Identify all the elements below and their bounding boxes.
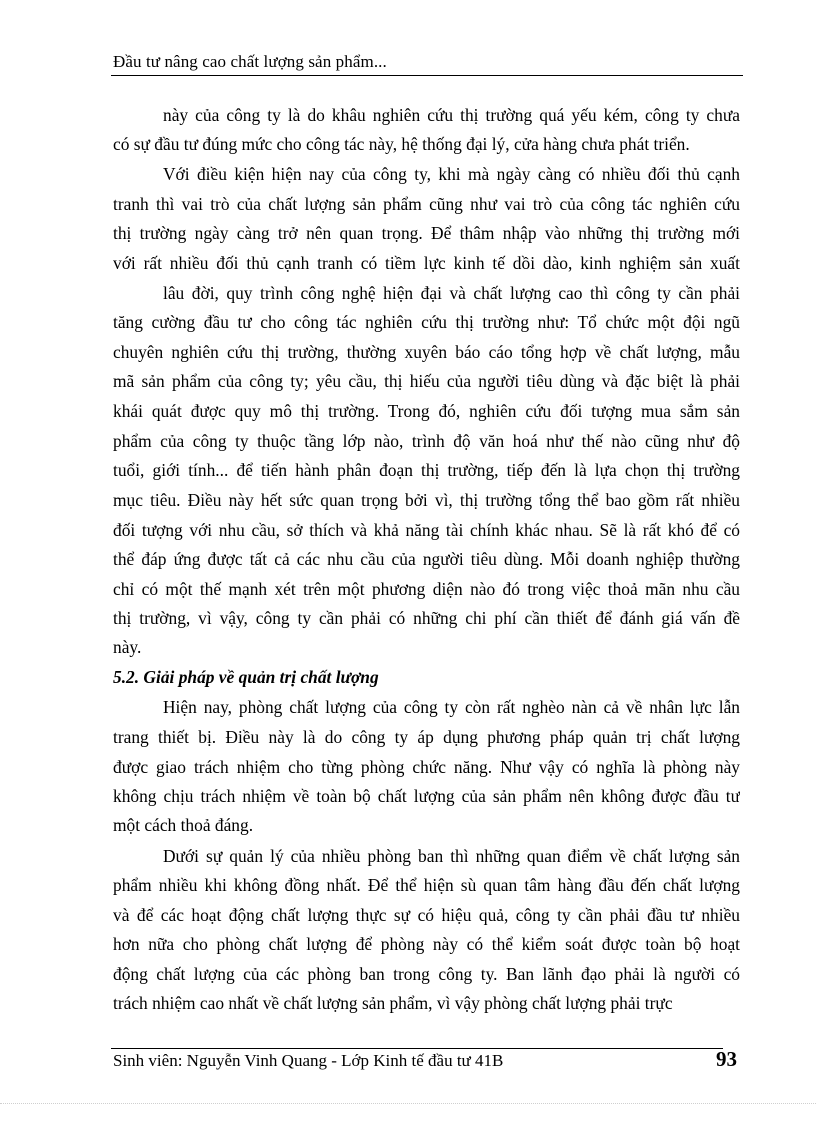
text-line: Dưới sự quản lý của nhiều phòng ban thì những quan điểm về chất lượng sản: [163, 846, 740, 866]
text-line: Với điều kiện hiện nay của công ty, khi mà ngày càng có nhiều đối thủ cạnh: [163, 164, 740, 184]
text-line: chỉ có một thế mạnh xét trên một phương diện nào đó trong việc thoả mãn nhu cầu: [113, 579, 740, 599]
text-line: phẩm nhiều khi không đồng nhất. Để thể hiện sù quan tâm hàng đầu đến chất lượng: [113, 875, 740, 895]
header-rule: [111, 75, 743, 76]
text-line: một cách thoả đáng.: [113, 815, 254, 835]
text-line: có sự đầu tư đúng mức cho công tác này, hệ thống đại lý, cửa hàng chưa phát triển.: [113, 134, 690, 154]
page-header-title: Đầu tư nâng cao chất lượng sản phẩm...: [113, 52, 387, 71]
text-line: trách nhiệm cao nhất về chất lượng sản phẩm, vì vậy phòng chất lượng phải trực: [113, 993, 673, 1013]
text-line: động chất lượng của các phòng ban trong công ty. Ban lãnh đạo phải là người có: [113, 964, 740, 984]
section-heading: 5.2. Giải pháp về quản trị chất lượng: [113, 667, 379, 687]
text-line: hơn nữa cho phòng chất lượng để phòng này có thể kiểm soát được toàn bộ hoạt: [113, 934, 740, 954]
text-line: và để các hoạt động chất lượng thực sự có hiệu quả, công ty cần phải đầu tư nhiều: [113, 905, 740, 925]
text-line: tuổi, giới tính... để tiến hành phân đoạn thị trường, tiếp đến là lựa chọn thị trường: [113, 460, 740, 480]
text-line: mã sản phẩm của công ty; yêu cầu, thị hiếu của người tiêu dùng và đặc biệt là phải: [113, 371, 740, 391]
text-line: đối tượng với nhu cầu, sở thích và khả năng tài chính khác nhau. Sẽ là rất khó để có: [113, 520, 740, 540]
text-line: này.: [113, 637, 142, 657]
text-line: chuyên nghiên cứu thị trường, thường xuyên báo cáo tổng hợp về chất lượng, mẫu: [113, 342, 740, 362]
text-line: thị trường ngày càng trở nên quan trọng. Để thâm nhập vào những thị trường mới: [113, 223, 740, 243]
text-line: tranh thì vai trò của chất lượng sản phẩm cũng như vai trò của công tác nghiên cứu: [113, 194, 740, 214]
text-line: Hiện nay, phòng chất lượng của công ty còn rất nghèo nàn cả về nhân lực lẫn: [163, 697, 740, 717]
text-line: trang thiết bị. Điều này là do công ty áp dụng phương pháp quản trị chất lượng: [113, 727, 740, 747]
page-number: 93: [716, 1047, 737, 1071]
text-line: mục tiêu. Điều này hết sức quan trọng bởi vì, thị trường tổng thể bao gồm rất nhiều: [113, 490, 740, 510]
text-line: khái quát được quy mô thị trường. Trong đó, nghiên cứu đối tượng mua sắm sản: [113, 401, 740, 421]
text-line: với rất nhiều đối thủ cạnh tranh có tiềm lực kinh tế dồi dào, kinh nghiệm sản xuất: [113, 253, 740, 273]
text-line: thể đáp ứng được tất cả các nhu cầu của người tiêu dùng. Mỗi doanh nghiệp thường: [113, 549, 740, 569]
text-line: không chịu trách nhiệm về toàn bộ chất lượng của sản phẩm nên không được đầu tư: [113, 786, 740, 806]
footer-text: Sinh viên: Nguyễn Vinh Quang - Lớp Kinh tế đầu tư 41B: [113, 1051, 504, 1070]
text-line: được giao trách nhiệm cho từng phòng chức năng. Như vậy có nghĩa là phòng này: [113, 757, 740, 777]
footer-rule: [111, 1048, 723, 1049]
text-line: thị trường, vì vậy, công ty cần phải có những chi phí cần thiết để đánh giá vấn đề: [113, 608, 740, 628]
text-line: lâu đời, quy trình công nghệ hiện đại và chất lượng cao thì công ty cần phải: [163, 283, 740, 303]
text-line: phẩm của công ty thuộc tầng lớp nào, trình độ văn hoá như thế nào cũng như độ: [113, 431, 740, 451]
text-line: tăng cường đầu tư cho công tác nghiên cứu thị trường như: Tổ chức một đội ngũ: [113, 312, 740, 332]
page-bottom-dotted-border: [0, 1103, 816, 1104]
text-line: này của công ty là do khâu nghiên cứu thị trường quá yếu kém, công ty chưa: [163, 105, 740, 125]
